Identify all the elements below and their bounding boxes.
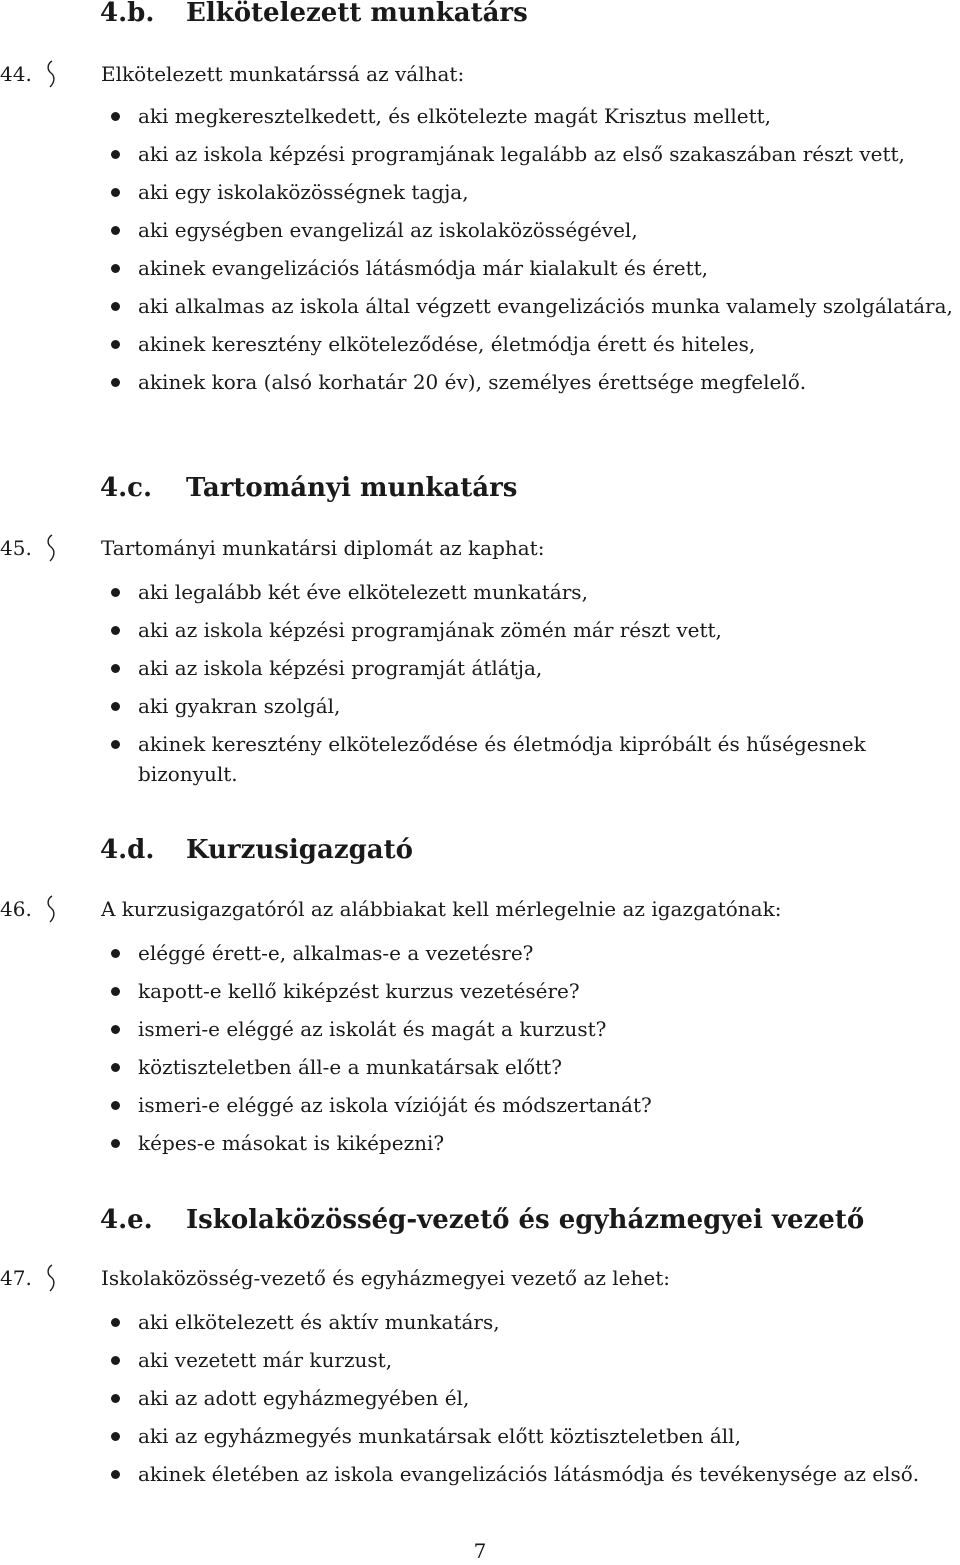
list-item: akinek evangelizációs látásmódja már kialakult és érett, (0, 253, 960, 283)
paragraph-intro: Iskolaközösség-vezető és egyházmegyei vezető az lehet: (101, 1266, 670, 1290)
bullet-dot-icon (111, 378, 120, 387)
section-number: 4.d. (100, 835, 155, 865)
list-item: aki elkötelezett és aktív munkatárs, (0, 1307, 960, 1337)
bullet-dot-icon (111, 1432, 120, 1441)
section-title: Kurzusigazgató (186, 835, 413, 865)
bullet-dot-icon (111, 264, 120, 273)
list-item: ismeri-e eléggé az iskola vízióját és módszertanát? (0, 1090, 960, 1120)
section-heading (100, 833, 413, 867)
paragraph-intro: Elkötelezett munkatárssá az válhat: (101, 62, 465, 86)
bullet-list (0, 938, 960, 1166)
section-title: Tartományi munkatárs (186, 473, 518, 503)
list-item: aki az adott egyházmegyében él, (0, 1383, 960, 1413)
list-item: képes-e másokat is kiképezni? (0, 1128, 960, 1158)
section-sign-icon (40, 533, 62, 563)
section-heading (100, 1203, 864, 1237)
paragraph-intro: A kurzusigazgatóról az alábbiakat kell mérlegelnie az igazgatónak: (101, 897, 782, 921)
list-item: aki az iskola képzési programjának zömén már részt vett, (0, 615, 960, 645)
paragraph-intro: Tartományi munkatársi diplomát az kaphat: (101, 536, 545, 560)
list-item: akinek keresztény elköteleződése és életmódja kipróbált és hűségesnek bizonyult. (0, 729, 960, 789)
paragraph-44 (0, 59, 960, 89)
list-item: aki vezetett már kurzust, (0, 1345, 960, 1375)
list-item: akinek kora (alsó korhatár 20 év), személyes érettsége megfelelő. (0, 367, 960, 397)
list-item: aki az iskola képzési programját átlátja, (0, 653, 960, 683)
list-item: aki megkeresztelkedett, és elkötelezte magát Krisztus mellett, (0, 101, 960, 131)
list-item: aki legalább két éve elkötelezett munkatárs, (0, 577, 960, 607)
bullet-dot-icon (111, 1470, 120, 1479)
section-number: 4.e. (100, 1205, 153, 1235)
section-number: 4.b. (100, 0, 155, 28)
bullet-dot-icon (111, 150, 120, 159)
bullet-dot-icon (111, 626, 120, 635)
bullet-list (0, 577, 960, 797)
bullet-dot-icon (111, 1356, 120, 1365)
section-heading (100, 471, 517, 505)
bullet-dot-icon (111, 226, 120, 235)
paragraph-46 (0, 894, 960, 924)
paragraph-number: 45. (0, 536, 32, 560)
section-sign-icon (40, 59, 62, 89)
list-item: aki egységben evangelizál az iskolaközösségével, (0, 215, 960, 245)
paragraph-number: 44. (0, 62, 32, 86)
list-item: aki egy iskolaközösségnek tagja, (0, 177, 960, 207)
page-number: 7 (473, 1539, 487, 1563)
list-item: akinek életében az iskola evangelizációs látásmódja és tevékenysége az első. (0, 1459, 960, 1489)
bullet-dot-icon (111, 302, 120, 311)
bullet-dot-icon (111, 112, 120, 121)
list-item: eléggé érett-e, alkalmas-e a vezetésre? (0, 938, 960, 968)
bullet-dot-icon (111, 740, 120, 749)
paragraph-number: 47. (0, 1266, 32, 1290)
bullet-dot-icon (111, 1318, 120, 1327)
list-item: akinek keresztény elköteleződése, életmódja érett és hiteles, (0, 329, 960, 359)
bullet-dot-icon (111, 1063, 120, 1072)
bullet-dot-icon (111, 664, 120, 673)
section-number: 4.c. (100, 473, 153, 503)
bullet-dot-icon (111, 588, 120, 597)
bullet-dot-icon (111, 1139, 120, 1148)
list-item: aki alkalmas az iskola által végzett evangelizációs munka valamely szolgálatára, (0, 291, 960, 321)
bullet-dot-icon (111, 702, 120, 711)
section-title: Elkötelezett munkatárs (186, 0, 528, 28)
section-sign-icon (40, 894, 62, 924)
paragraph-45 (0, 533, 960, 563)
paragraph-header (0, 59, 960, 89)
list-item: aki az iskola képzési programjának legalább az első szakaszában részt vett, (0, 139, 960, 169)
section-heading (100, 0, 528, 30)
bullet-dot-icon (111, 1394, 120, 1403)
bullet-list (0, 1307, 960, 1497)
paragraph-header (0, 533, 960, 563)
section-title: Iskolaközösség-vezető és egyházmegyei vezető (186, 1205, 865, 1235)
paragraph-47 (0, 1263, 960, 1293)
bullet-dot-icon (111, 188, 120, 197)
bullet-dot-icon (111, 949, 120, 958)
bullet-dot-icon (111, 987, 120, 996)
list-item: aki gyakran szolgál, (0, 691, 960, 721)
bullet-dot-icon (111, 340, 120, 349)
list-item: kapott-e kellő kiképzést kurzus vezetésére? (0, 976, 960, 1006)
paragraph-number: 46. (0, 897, 32, 921)
bullet-dot-icon (111, 1025, 120, 1034)
list-item: ismeri-e eléggé az iskolát és magát a kurzust? (0, 1014, 960, 1044)
paragraph-header (0, 894, 960, 924)
bullet-dot-icon (111, 1101, 120, 1110)
bullet-list (0, 101, 960, 405)
list-item: aki az egyházmegyés munkatársak előtt köztiszteletben áll, (0, 1421, 960, 1451)
section-sign-icon (40, 1263, 62, 1293)
paragraph-header (0, 1263, 960, 1293)
list-item: köztiszteletben áll-e a munkatársak előtt? (0, 1052, 960, 1082)
